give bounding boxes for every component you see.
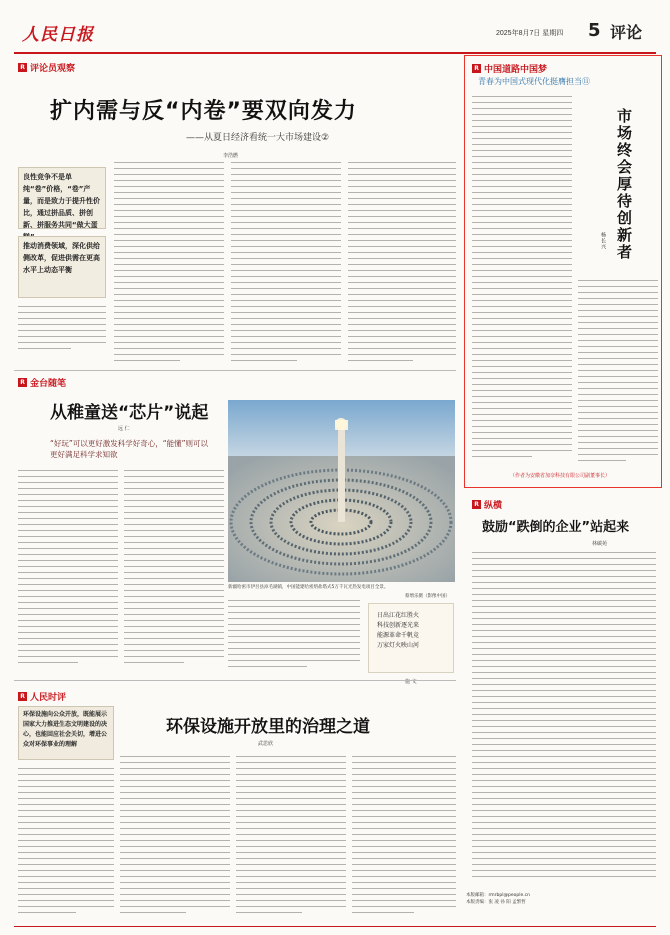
column-label: 中国道路中国梦: [484, 65, 548, 75]
page-number: 5: [588, 20, 601, 41]
bottom-key-quote: 环保设施向公众开放，既能展示国家大力推进生态文明建设的决心，也能回应社会关切，增进公众对环保事业的理解: [23, 711, 108, 748]
main-headline: 扩内需与反“内卷”要双向发力: [50, 99, 357, 124]
newspaper-logo: 人民日报: [22, 25, 94, 45]
poem-line-1: 日出江花红胜火: [377, 612, 420, 619]
column-jintai-essay: [18, 376, 66, 389]
column-label: 评论员观察: [30, 64, 76, 74]
photo-essay-text: [228, 600, 360, 670]
poem-line-3: 能源革命千帆竞: [377, 632, 420, 639]
column-commentator-observation: [18, 61, 75, 74]
bottom-text-col2: [120, 756, 230, 922]
section-name: 评论: [610, 23, 643, 42]
column-china-road: [472, 62, 547, 75]
essay-pull-quote: “好玩”可以更好激发科学好奇心，“能懂”则可以更好满足科学求知欲: [50, 439, 209, 459]
main-article-text-col3: [231, 162, 341, 366]
masthead: [14, 14, 656, 54]
photo-caption: 新疆哈密市伊吾县淖毛湖镇，中国能建哈密熔盐塔式5万千瓦光热发电项目全景。: [228, 585, 389, 590]
featured-series-subtitle: 青春为中国式现代化挺膺担当⑪: [478, 77, 590, 86]
main-article-text-col1: [18, 306, 106, 364]
main-subhead: ——从夏日经济看统一大市场建设②: [186, 133, 330, 143]
key-quote-2: 推动消费领域，深化供给侧改革，促进供需在更高水平上动态平衡: [23, 242, 100, 274]
zongheng-headline: 鼓励“跌倒的企业”站起来: [482, 520, 630, 535]
column-marker-icon: R: [472, 500, 481, 509]
essay-byline: 远 仁: [118, 426, 130, 432]
featured-text-col1: [472, 96, 572, 466]
solar-thermal-plant-photo: [228, 400, 455, 582]
featured-author: 杨长兴: [600, 232, 606, 250]
key-quote-box-1: [18, 167, 106, 229]
poem-author: 施 文: [405, 679, 417, 685]
featured-vertical-title: 市场终会厚待创新者: [615, 108, 633, 261]
bottom-rule: [14, 926, 656, 927]
photo-credit: 蔡增乐摄（影像中国）: [405, 594, 450, 599]
column-marker-icon: R: [472, 64, 481, 73]
bottom-text-col4: [352, 756, 456, 922]
column-label: 纵横: [484, 501, 503, 511]
essay-text-col2: [124, 470, 224, 668]
section-divider: [14, 370, 456, 371]
zongheng-byline: 林碳苑: [592, 541, 608, 547]
footer-editors: 本版责编：张 凌 孙 阳 孟繁哲: [466, 900, 526, 905]
column-peoples-commentary: [18, 690, 66, 703]
column-marker-icon: R: [18, 378, 27, 387]
bottom-headline: 环保设施开放里的治理之道: [166, 717, 370, 737]
essay-headline: 从稚童送“芯片”说起: [50, 403, 209, 423]
poem-line-4: 万家灯火映山河: [377, 642, 420, 649]
poem-box: [368, 603, 454, 673]
poem-line-2: 科技创新逐光来: [377, 622, 420, 629]
main-article-text-col2: [114, 162, 224, 366]
column-zongheng: [472, 498, 502, 511]
main-byline: 李浩燃: [223, 153, 239, 159]
zongheng-text: [472, 552, 656, 886]
column-marker-icon: R: [18, 63, 27, 72]
bottom-quote-box: [18, 706, 114, 760]
featured-text-col2: [578, 280, 658, 466]
column-label: 人民时评: [30, 693, 67, 703]
key-quote-box-2: [18, 236, 106, 298]
section-divider-bottom: [14, 680, 456, 681]
footer-email: 本版邮箱：rmrbpl@people.cn: [466, 893, 530, 898]
featured-author-note: （作者为安徽省加奈科技有限公司副董事长）: [510, 473, 611, 479]
solar-field-illustration: [228, 400, 455, 582]
column-label: 金台随笔: [30, 379, 67, 389]
page-footer: [466, 892, 656, 906]
issue-date: 2025年8月7日 星期四: [496, 30, 564, 37]
column-marker-icon: R: [18, 692, 27, 701]
bottom-text-col1: [18, 768, 114, 922]
essay-text-col1: [18, 470, 118, 668]
main-article-text-col4: [348, 162, 456, 366]
bottom-byline: 武思欣: [258, 741, 274, 747]
key-quote-1: 良性竞争不是单纯“卷”价格，“卷”产量，而是致力于提升性价比，通过拼品质、拼创新、拼服务共同“做大蛋: [23, 173, 100, 229]
bottom-text-col3: [236, 756, 346, 922]
